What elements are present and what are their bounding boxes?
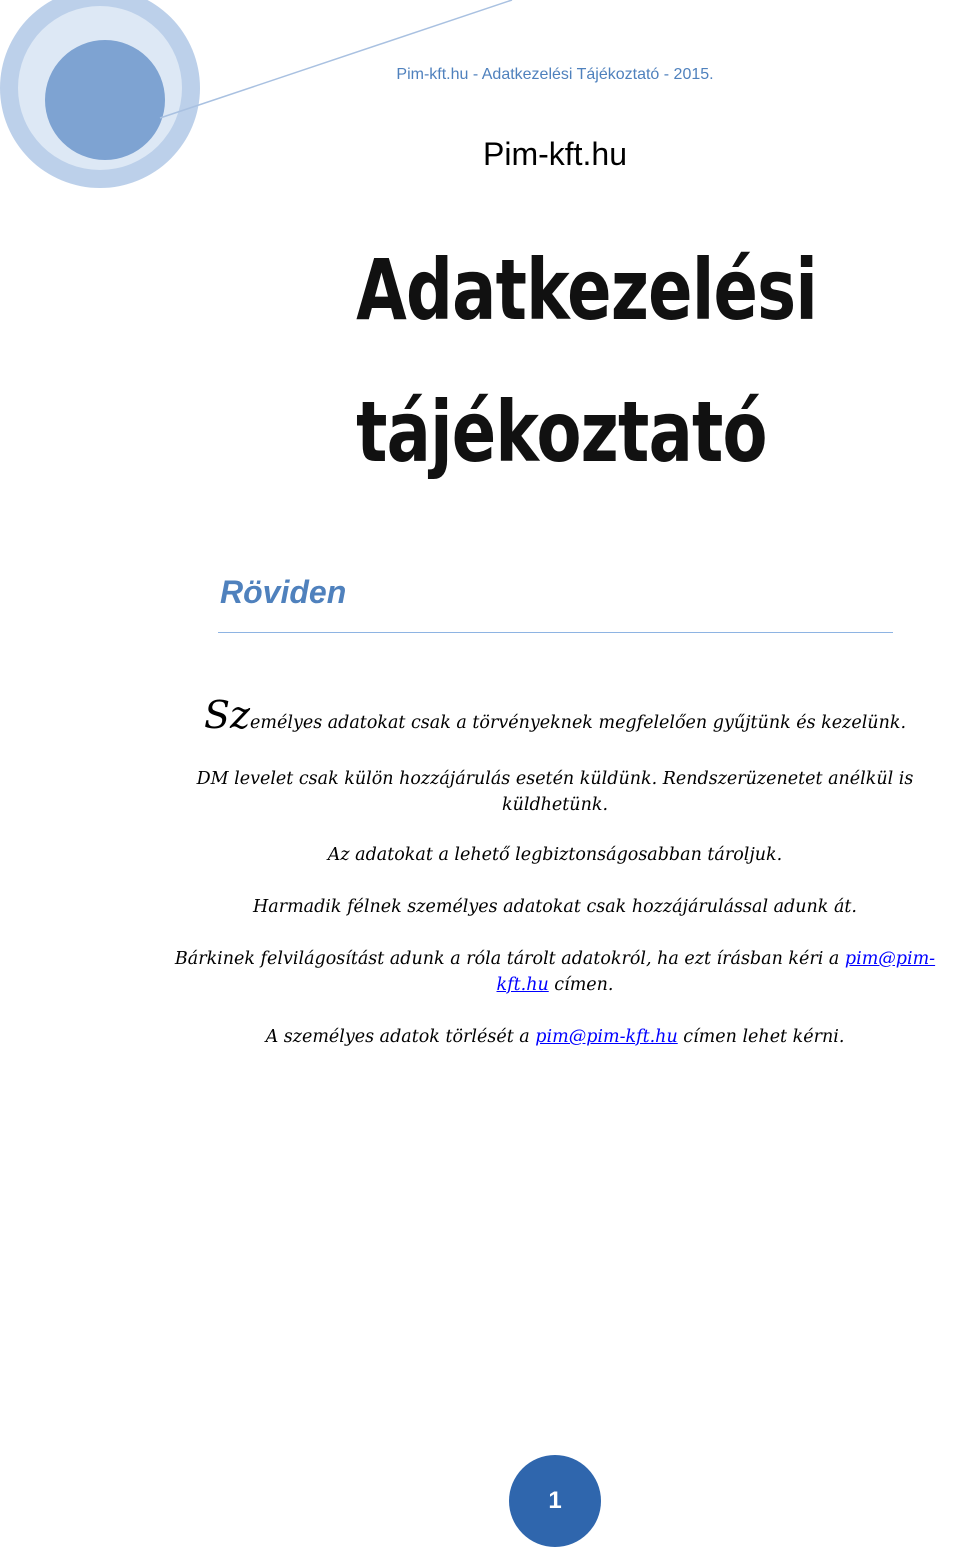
paragraph-information-request: [150, 946, 960, 998]
email-link[interactable]: pim@pim-kft.hu: [535, 1027, 678, 1047]
paragraph-deletion-request: [150, 1024, 960, 1050]
section-heading: Röviden: [220, 574, 347, 610]
paragraph-text: emélyes adatokat csak a törvényeknek megfelelően gyűjtünk és kezelünk.: [250, 713, 907, 733]
paragraph-text: Bárkinek felvilágosítást adunk a róla tárolt adatokról, ha ezt írásban kéri a: [174, 949, 845, 969]
site-name: Pim-kft.hu: [482, 136, 628, 172]
paragraph-text: címen.: [548, 975, 614, 995]
paragraph-third-party: Harmadik félnek személyes adatokat csak hozzájárulással adunk át.: [253, 897, 857, 917]
page-number-badge: 1: [509, 1455, 601, 1547]
paragraph-text: címen lehet kérni.: [677, 1027, 845, 1047]
paragraph-storage: Az adatokat a lehető legbiztonságosabban tároljuk.: [327, 845, 783, 865]
decor-diagonal-line: [160, 0, 512, 118]
paragraph-dm-letters: DM levelet csak külön hozzájárulás esetén küldünk. Rendszerüzenetet anélkül is küldhetünk.: [196, 769, 914, 815]
paragraph-data-collection: [150, 693, 960, 737]
document-title-line-2: tájékoztató: [356, 383, 767, 481]
document-title-line-1: Adatkezelési: [356, 241, 818, 339]
running-header: Pim-kft.hu - Adatkezelési Tájékoztató - 2015.: [396, 66, 714, 83]
paragraph-text: A személyes adatok törlését a: [265, 1027, 536, 1047]
email-link[interactable]: pim@pim-kft.hu: [496, 949, 936, 995]
dropcap: Sz: [203, 693, 251, 737]
heading-divider: [218, 632, 893, 633]
